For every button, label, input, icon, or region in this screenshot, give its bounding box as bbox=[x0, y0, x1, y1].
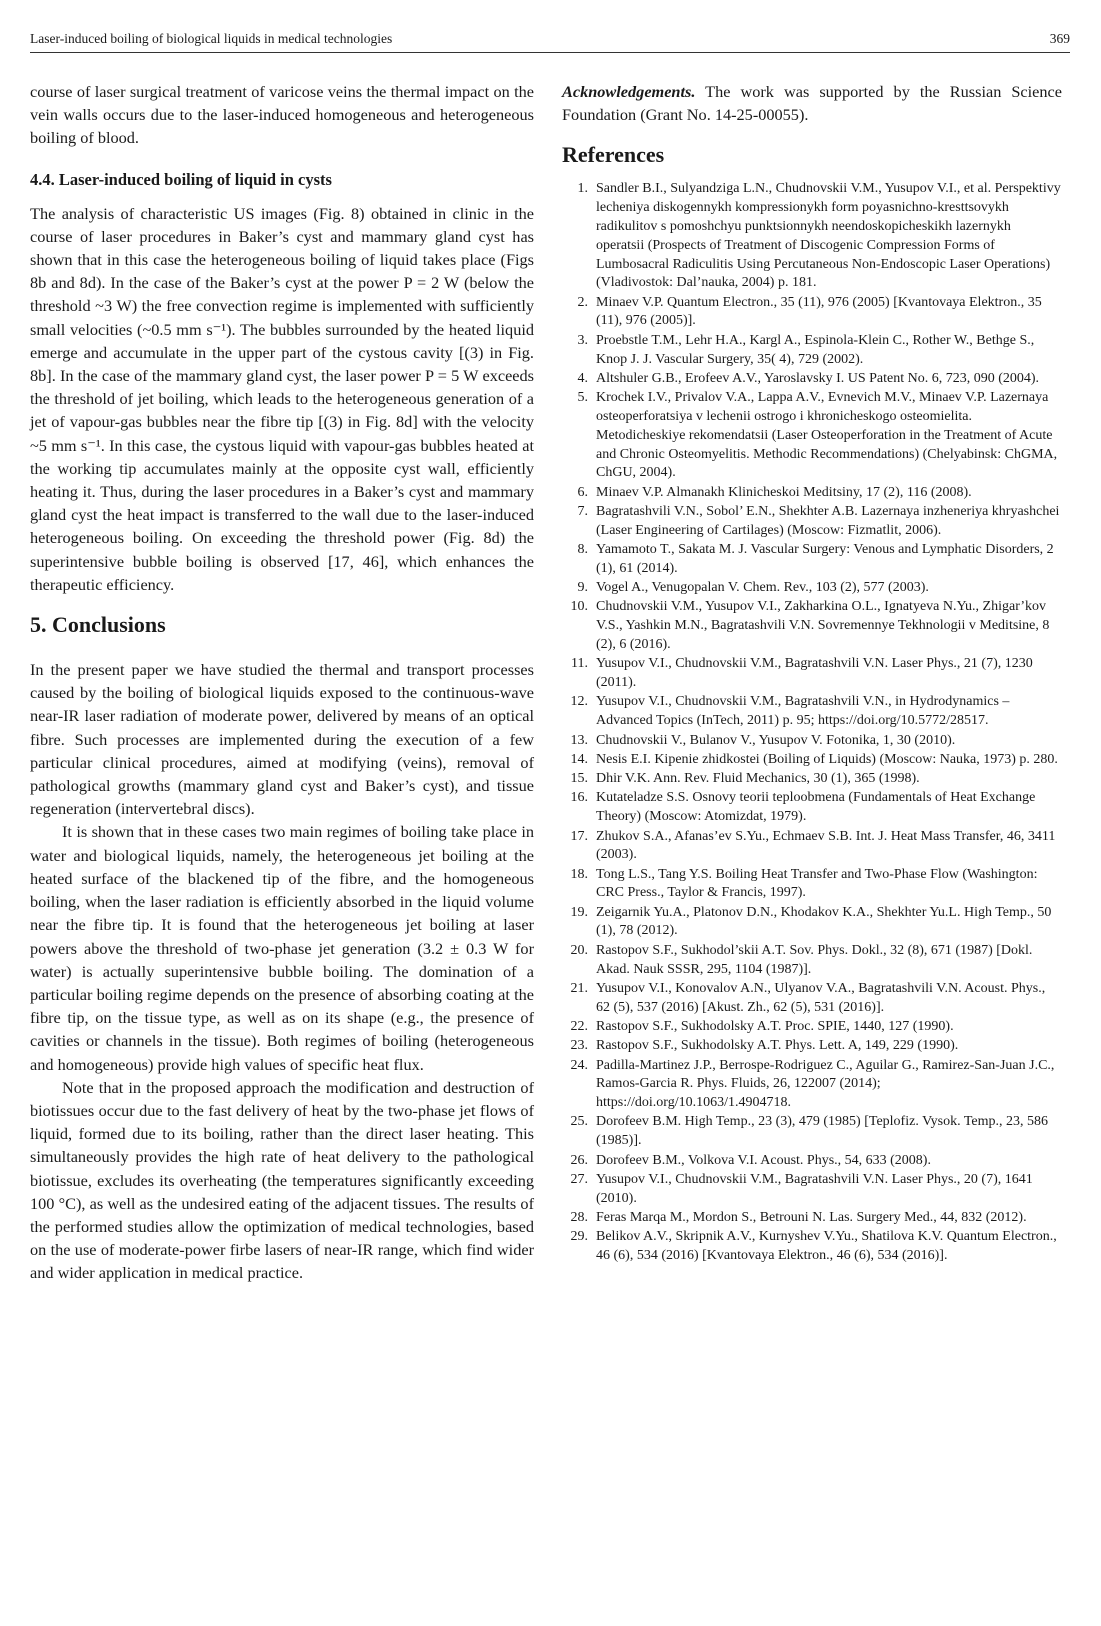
reference-number: 6. bbox=[577, 484, 588, 500]
reference-item bbox=[562, 789, 1062, 827]
reference-number: 3. bbox=[577, 332, 588, 348]
reference-number: 4. bbox=[577, 370, 588, 386]
reference-text: Yusupov V.I., Chudnovskii V.M., Bagratashvili V.N. Laser Phys., 21 (7), 1230 (2011). bbox=[596, 656, 1033, 691]
acknowledgements-text: The work was supported by the Russian Science Foundation (Grant No. 14-25-00055). bbox=[562, 82, 1062, 125]
reference-text: Yusupov V.I., Konovalov A.N., Ulyanov V.A., Bagratashvili V.N. Acoust. Phys., 62 (5), 537 (2016) [Akust. Zh., 62 (5), 531 (2016)]. bbox=[596, 980, 1046, 1015]
reference-item bbox=[562, 655, 1062, 693]
reference-number: 1. bbox=[577, 181, 588, 197]
reference-number: 25. bbox=[570, 1114, 588, 1130]
reference-item bbox=[562, 866, 1062, 904]
reference-number: 9. bbox=[577, 580, 588, 596]
reference-number: 18. bbox=[570, 866, 588, 882]
reference-number: 23. bbox=[570, 1038, 588, 1054]
reference-number: 7. bbox=[577, 503, 588, 519]
reference-item bbox=[562, 332, 1062, 370]
reference-text: Altshuler G.B., Erofeev A.V., Yaroslavsky I. US Patent No. 6, 723, 090 (2004). bbox=[596, 370, 1040, 386]
page-number: 369 bbox=[1049, 31, 1070, 46]
conclusions-paragraph-1: In the present paper we have studied the thermal and transport processes caused by the boiling of biological liquids exposed to the continuous-wave near-IR laser radiation of moderate power, delivered by means of an optical fibre. Such processes are implemented during the execution of a few particular clinical procedures, aimed at modifying (veins), removal of pathological growths (mammary gland cyst and Baker’s cyst), and tissue regeneration (intervertebral discs). bbox=[30, 660, 534, 819]
reference-number: 20. bbox=[570, 942, 588, 958]
reference-item bbox=[562, 1113, 1062, 1151]
reference-number: 12. bbox=[570, 694, 588, 710]
reference-number: 24. bbox=[570, 1057, 588, 1073]
reference-item bbox=[562, 980, 1062, 1018]
reference-item bbox=[562, 1228, 1062, 1266]
reference-number: 15. bbox=[570, 771, 588, 787]
reference-item bbox=[562, 484, 1062, 503]
reference-number: 17. bbox=[570, 828, 588, 844]
reference-text: Dorofeev B.M. High Temp., 23 (3), 479 (1985) [Teplofiz. Vysok. Temp., 23, 586 (1985)]. bbox=[596, 1114, 1049, 1149]
reference-text: Rastopov S.F., Sukhodol’skii A.T. Sov. Phys. Dokl., 32 (8), 671 (1987) [Dokl. Akad. Nauk SSSR, 295, 1104 (1987)]. bbox=[596, 942, 1033, 977]
reference-text: Sandler B.I., Sulyandziga L.N., Chudnovskii V.M., Yusupov V.I., et al. Perspektivy lecheniya diskogennykh kompressionykh form poyasnichno-kresttsovykh radikulitov s pomoshchyu punktsionnykh neendoskopicheskikh lazernykh operatsii (Prospects of Treatment of Discogenic Compression Forms of Lumbosacral Radiculitis Using Percutaneous Non-Endoscopic Laser Operations) (Vladivostok: Dal’nauka, 2004) p. 181. bbox=[596, 181, 1061, 291]
reference-text: Dhir V.K. Ann. Rev. Fluid Mechanics, 30 (1), 365 (1998). bbox=[596, 771, 920, 787]
reference-text: Yusupov V.I., Chudnovskii V.M., Bagratashvili V.N. Laser Phys., 20 (7), 1641 (2010). bbox=[596, 1171, 1033, 1206]
reference-number: 22. bbox=[570, 1018, 588, 1034]
reference-item bbox=[562, 503, 1062, 541]
reference-item bbox=[562, 294, 1062, 332]
conclusions-paragraph-2: It is shown that in these cases two main regimes of boiling take place in water and biological liquids, namely, the heterogeneous jet boiling at the heated surface of the blackened tip of the fibre, and the homogeneous boiling, when the laser radiation is efficiently absorbed in the liquid volume near the fibre tip. It is found that the heterogeneous jet boiling at laser powers above the threshold of two-phase jet generation (3.2 ± 0.3 W for water) is actually superintensive bubble boiling. The domination of a particular boiling regime depends on the presence of absorbing coating at the fibre tip, on the tissue type, as well as on its shape (e.g., the presence of cavities or channels in the tissue). Both regimes of boiling (heterogeneous and homogeneous) provide high values of specific heat flux. bbox=[30, 822, 534, 1074]
reference-text: Nesis E.I. Kipenie zhidkostei (Boiling of Liquids) (Moscow: Nauka, 1973) p. 280. bbox=[596, 751, 1058, 767]
reference-text: Minaev V.P. Quantum Electron., 35 (11), 976 (2005) [Kvantovaya Elektron., 35 (11), 976 (2005)]. bbox=[596, 294, 1042, 329]
reference-text: Dorofeev B.M., Volkova V.I. Acoust. Phys., 54, 633 (2008). bbox=[596, 1152, 931, 1168]
references-heading: References bbox=[562, 142, 665, 168]
reference-text: Feras Marqa M., Mordon S., Betrouni N. Las. Surgery Med., 44, 832 (2012). bbox=[596, 1209, 1027, 1225]
reference-item bbox=[562, 770, 1062, 789]
right-column bbox=[562, 80, 1062, 1266]
reference-number: 14. bbox=[570, 751, 588, 767]
reference-item bbox=[562, 904, 1062, 942]
reference-text: Rastopov S.F., Sukhodolsky A.T. Phys. Lett. A, 149, 229 (1990). bbox=[596, 1038, 959, 1054]
reference-text: Tong L.S., Tang Y.S. Boiling Heat Transfer and Two-Phase Flow (Washington: CRC Press., Taylor & Francis, 1997). bbox=[596, 866, 1038, 901]
reference-number: 11. bbox=[571, 656, 588, 672]
reference-text: Chudnovskii V.M., Yusupov V.I., Zakharkina O.L., Ignatyeva N.Yu., Zhigar’kov V.S., Yashkin M.N., Bagratashvili V.N. Sovremennye Tekhnologii v Meditsine, 8 (2), 6 (2016). bbox=[596, 599, 1050, 653]
reference-text: Bagratashvili V.N., Sobol’ E.N., Shekhter A.B. Lazernaya inzheneriya khryashchei (Laser Engineering of Cartilages) (Moscow: Fizmatlit, 2006). bbox=[596, 503, 1060, 538]
intro-paragraph: course of laser surgical treatment of varicose veins the thermal impact on the vein walls occurs due to the laser-induced homogeneous and heterogeneous boiling of blood. bbox=[30, 82, 534, 148]
reference-text: Rastopov S.F., Sukhodolsky A.T. Proc. SPIE, 1440, 127 (1990). bbox=[596, 1018, 954, 1034]
subsection-heading: 4.4. Laser-induced boiling of liquid in cysts bbox=[30, 169, 332, 189]
running-header bbox=[30, 28, 1070, 53]
reference-text: Padilla-Martinez J.P., Berrospe-Rodriguez C., Aguilar G., Ramirez-San-Juan J.C., Ramos-Garcia R. Phys. Fluids, 26, 122007 (2014); https://doi.org/10.1063/1.4904718. bbox=[596, 1057, 1055, 1111]
reference-item bbox=[562, 579, 1062, 598]
reference-number: 2. bbox=[577, 294, 588, 310]
reference-item bbox=[562, 693, 1062, 731]
reference-item bbox=[562, 751, 1062, 770]
reference-number: 16. bbox=[570, 790, 588, 806]
conclusions-paragraph-3: Note that in the proposed approach the modification and destruction of biotissues occur due to the fast delivery of heat by the two-phase jet flows of liquid, formed due to its boiling, rather than the direct laser heating. This simultaneously provides the high rate of heat delivery to the pathological biotissue, excludes its overheating (the temperatures significantly exceeding 100 °C), as well as the undesired eating of the adjacent tissues. The results of the performed studies allow the optimization of medical technologies, based on the use of moderate-power firbe lasers of near-IR range, which find wider and wider application in medical practice. bbox=[30, 1077, 534, 1283]
reference-item bbox=[562, 1152, 1062, 1171]
reference-item bbox=[562, 942, 1062, 980]
reference-number: 5. bbox=[577, 390, 588, 406]
reference-item bbox=[562, 389, 1062, 483]
left-column bbox=[30, 80, 534, 1285]
reference-item bbox=[562, 828, 1062, 866]
reference-text: Zhukov S.A., Afanas’ev S.Yu., Echmaev S.B. Int. J. Heat Mass Transfer, 46, 3411 (2003). bbox=[596, 828, 1056, 863]
reference-item bbox=[562, 180, 1062, 293]
reference-item bbox=[562, 1037, 1062, 1056]
reference-text: Kutateladze S.S. Osnovy teorii teploobmena (Fundamentals of Heat Exchange Theory) (Moscow: Atomizdat, 1979). bbox=[596, 790, 1036, 825]
reference-text: Minaev V.P. Almanakh Klinicheskoi Meditsiny, 17 (2), 116 (2008). bbox=[596, 484, 972, 500]
reference-number: 28. bbox=[570, 1209, 588, 1225]
reference-number: 26. bbox=[570, 1152, 588, 1168]
reference-item bbox=[562, 1057, 1062, 1113]
reference-number: 29. bbox=[570, 1229, 588, 1245]
section-heading: 5. Conclusions bbox=[30, 612, 166, 638]
reference-item bbox=[562, 370, 1062, 389]
reference-text: Chudnovskii V., Bulanov V., Yusupov V. Fotonika, 1, 30 (2010). bbox=[596, 732, 956, 748]
reference-item bbox=[562, 1209, 1062, 1228]
reference-text: Yusupov V.I., Chudnovskii V.M., Bagratashvili V.N., in Hydrodynamics – Advanced Topics (InTech, 2011) p. 95; https://doi.org/10.5772/28517. bbox=[596, 694, 1010, 729]
reference-number: 27. bbox=[570, 1171, 588, 1187]
reference-text: Krochek I.V., Privalov V.A., Lappa A.V., Evnevich M.V., Minaev V.P. Lazernaya osteoperforatsiya v lechenii ostrogo i khronicheskogo osteomielita. Metodicheskiye rekomendatsii (Laser Osteoperforation in the Treatment of Acute and Chronic Osteomyelitis. Methodic Recommendations) (Chelyabinsk: ChGMA, ChGU, 2004). bbox=[596, 390, 1058, 481]
reference-item bbox=[562, 1018, 1062, 1037]
reference-number: 19. bbox=[570, 904, 588, 920]
cysts-paragraph: The analysis of characteristic US images (Fig. 8) obtained in clinic in the course of laser procedures in Baker’s cyst and mammary gland cyst has shown that in this case the heterogeneous boiling of liquid takes place (Figs 8b and 8d). In the case of the Baker’s cyst at the power P = 2 W (below the threshold ~3 W) the free convection regime is implemented with sufficiently small velocities (~0.5 mm s⁻¹). The bubbles surrounded by the heated liquid emerge and accumulate in the upper part of the cystous cavity [(3) in Fig. 8b]. In the case of the mammary gland cyst, the laser power P = 5 W exceeds the threshold of jet boiling, which leads to the heterogeneous generation of a jet of vapour-gas bubbles near the fibre tip [(3) in Fig. 8d] with the velocity ~5 mm s⁻¹. In this case, the cystous liquid with vapour-gas bubbles heated at the working tip accumulates mainly at the opposite cyst wall, efficiently heating it. Thus, during the laser procedures in a Baker’s cyst and mammary gland cyst the heat impact is transferred to the wall due to the laser-induced heterogeneous boiling. On exceeding the threshold power (Fig. 8d) the superintensive bubble boiling is observed [17, 46], which enhances the therapeutic efficiency. bbox=[30, 203, 534, 594]
reference-text: Zeigarnik Yu.A., Platonov D.N., Khodakov K.A., Shekhter Yu.L. High Temp., 50 (1), 78 (2012). bbox=[596, 904, 1052, 939]
reference-item bbox=[562, 732, 1062, 751]
acknowledgements-label: Acknowledgements. bbox=[562, 82, 696, 101]
reference-text: Proebstle T.M., Lehr H.A., Kargl A., Espinola-Klein C., Rother W., Bethge S., Knop J. J. Vascular Surgery, 35( 4), 729 (2002). bbox=[596, 332, 1035, 367]
reference-item bbox=[562, 598, 1062, 654]
reference-number: 21. bbox=[570, 980, 588, 996]
reference-number: 13. bbox=[570, 732, 588, 748]
reference-text: Belikov A.V., Skripnik A.V., Kurnyshev V.Yu., Shatilova K.V. Quantum Electron., 46 (6), 534 (2016) [Kvantovaya Elektron., 46 (6), 534 (2016)]. bbox=[596, 1229, 1057, 1264]
reference-text: Yamamoto T., Sakata M. J. Vascular Surgery: Venous and Lymphatic Disorders, 2 (1), 61 (2014). bbox=[596, 542, 1054, 576]
reference-text: Vogel A., Venugopalan V. Chem. Rev., 103 (2), 577 (2003). bbox=[596, 580, 929, 596]
running-title: Laser-induced boiling of biological liquids in medical technologies bbox=[30, 31, 393, 46]
reference-number: 10. bbox=[570, 599, 588, 615]
reference-number: 8. bbox=[577, 542, 588, 558]
acknowledgements bbox=[562, 80, 1062, 126]
reference-list bbox=[562, 180, 1062, 1265]
reference-item bbox=[562, 1171, 1062, 1209]
reference-item bbox=[562, 541, 1062, 579]
